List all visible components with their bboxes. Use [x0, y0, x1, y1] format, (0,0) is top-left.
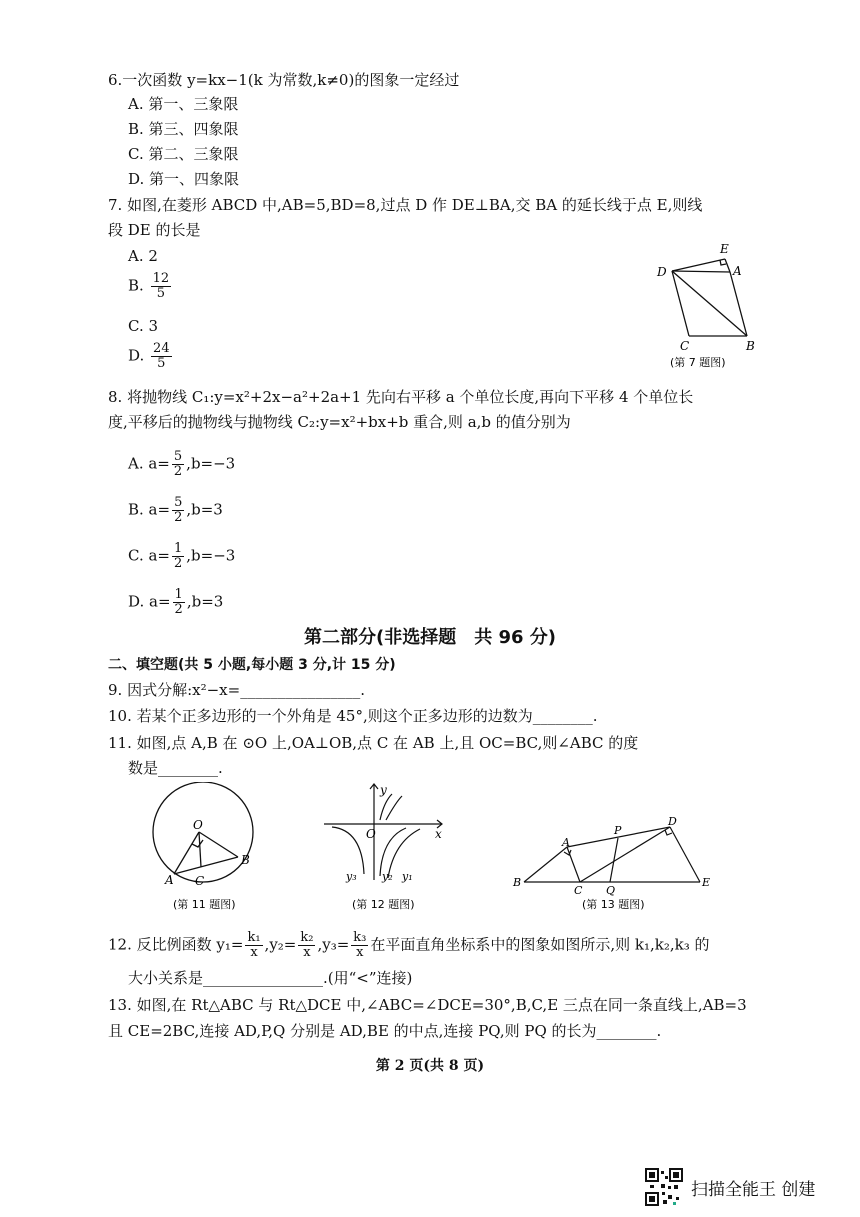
q7-option-b [128, 272, 173, 301]
q7-option-b-fraction: $\frac{12}{5}$ [152, 271, 170, 301]
q7-option-c: C. 3 [128, 317, 159, 335]
q7-figure [640, 238, 770, 373]
q6-option-a: A. 第一、三象限 [128, 95, 239, 113]
q13-label-d: D [668, 815, 677, 828]
q8-stem-line2: 度,平移后的抛物线与抛物线 C₂:y=x²+bx+b 重合,则 a,b 的值分别为 [108, 413, 571, 431]
q13-label-c: C [574, 884, 583, 897]
q7-side-cd [672, 271, 689, 336]
q13-right-angle-d [665, 830, 672, 835]
q13-segment-ac [567, 847, 580, 882]
q11-segment-ab [174, 857, 238, 874]
q12-curve-y2-upper [380, 794, 392, 820]
q6-stem: 6.一次函数 y=kx−1(k 为常数,k≠0)的图象一定经过 [108, 71, 460, 89]
q6-option-b: B. 第三、四象限 [128, 120, 239, 138]
q11-segment-oc [199, 832, 201, 867]
q7-label-e: E [720, 242, 729, 256]
q7-label-b: B [746, 339, 755, 353]
q7-option-b-label: B. [128, 276, 144, 295]
q11-line2: 数是________. [128, 759, 223, 777]
q13-label-e: E [702, 876, 711, 889]
q12-caption: (第 12 题图) [352, 898, 415, 911]
q7-caption: (第 7 题图) [670, 356, 726, 369]
page-footer: 第 2 页(共 8 页) [375, 1058, 485, 1074]
q7-option-a: A. 2 [128, 247, 158, 265]
q10-text: 10. 若某个正多边形的一个外角是 45°,则这个正多边形的边数为________. [108, 707, 598, 725]
q11-caption: (第 11 题图) [173, 898, 236, 911]
q12-label-y2: y₂ [382, 870, 393, 883]
q12-figure [322, 780, 452, 915]
q11-label-c: C [195, 874, 205, 888]
q13-label-b: B [513, 876, 522, 889]
q12-label-y3: y₃ [346, 870, 357, 883]
q7-stem-line2: 段 DE 的长是 [108, 221, 201, 239]
scanner-watermark [645, 1168, 815, 1206]
q12-label-y1: y₁ [402, 870, 413, 883]
q11-circle [153, 782, 253, 882]
q11-line1: 11. 如图,点 A,B 在 ⊙O 上,OA⊥OB,点 C 在 AB 上,且 OC=BC,则∠ABC 的度 [108, 734, 639, 752]
part2-title: 第二部分(非选择题 共 96 分) [303, 627, 557, 648]
q13-figure [510, 812, 720, 914]
q11-segment-ob [199, 832, 238, 857]
q7-stem-line1: 7. 如图,在菱形 ABCD 中,AB=5,BD=8,过点 D 作 DE⊥BA,交 BA 的延长线于点 E,则线 [108, 196, 703, 214]
q11-figure [145, 782, 275, 912]
q12-curve-y3 [332, 827, 364, 874]
q7-option-d-label: D. [128, 346, 145, 365]
q13-label-a: A [562, 836, 570, 849]
q13-line1: 13. 如图,在 Rt△ABC 与 Rt△DCE 中,∠ABC=∠DCE=30°,B,C,E 三点在同一条直线上,AB=3 [108, 996, 747, 1014]
q7-line-ea [725, 259, 730, 272]
q8-option-d: D. a= $\frac{1}{2}$ ,b=3 [128, 587, 224, 617]
q12-curve-y2 [380, 828, 406, 876]
q7-side-ab [730, 272, 747, 336]
q7-line-de [672, 259, 725, 271]
q13-label-q: Q [606, 884, 616, 897]
q13-segment-de [670, 827, 700, 882]
q11-label-o: O [193, 818, 203, 832]
q8-stem-line1: 8. 将抛物线 C₁:y=x²+2x−a²+2a+1 先向右平移 a 个单位长度,再向下平移 4 个单位长 [108, 388, 694, 406]
q7-option-d [128, 342, 174, 371]
q6-option-d: D. 第一、四象限 [128, 170, 240, 188]
q7-label-c: C [680, 339, 690, 353]
section2-heading: 二、填空题(共 5 小题,每小题 3 分,计 15 分) [108, 657, 396, 673]
q8-option-c: C. a= $\frac{1}{2}$ ,b=−3 [128, 541, 236, 571]
q8-option-a: A. a= $\frac{5}{2}$ ,b=−3 [128, 449, 236, 479]
q12-label-y: y [380, 783, 387, 797]
q13-caption: (第 13 题图) [582, 898, 645, 911]
q7-side-da [672, 271, 730, 272]
q12-line1: 12. 反比例函数 y₁= $\frac{\text{k₁}}{x}$ ,y₂= $\frac{\text{k₂}}{x}$ ,y₃= $\frac{\text{k₃}}{x}$ 在平面直角坐标系中的图象如图所示,则 k₁,k₂,k₃ 的 [108, 930, 710, 960]
q11-label-b: B [241, 853, 250, 867]
q8-option-b: B. a= $\frac{5}{2}$ ,b=3 [128, 495, 223, 525]
q7-label-d: D [657, 265, 667, 279]
q7-diagonal-bd [672, 271, 747, 336]
q9-text: 9. 因式分解:x²−x=________________. [108, 681, 365, 699]
qr-code-icon [645, 1168, 683, 1206]
q7-option-d-fraction: $\frac{24}{5}$ [153, 341, 170, 371]
q12-label-o: O [366, 827, 376, 841]
scanner-watermark-text: 扫描全能王 创建 [691, 1179, 816, 1200]
q6-option-c: C. 第二、三象限 [128, 145, 239, 163]
q13-line2: 且 CE=2BC,连接 AD,P,Q 分别是 AD,BE 的中点,连接 PQ,则 PQ 的长为________. [108, 1022, 662, 1040]
q13-segment-ba [524, 847, 567, 882]
q12-line2: 大小关系是________________.(用“<”连接) [128, 969, 413, 987]
q11-label-a: A [165, 873, 174, 887]
q12-curve-y1-upper [386, 796, 402, 820]
q7-label-a: A [733, 264, 742, 278]
q13-label-p: P [614, 824, 622, 837]
q12-label-x: x [435, 827, 442, 841]
